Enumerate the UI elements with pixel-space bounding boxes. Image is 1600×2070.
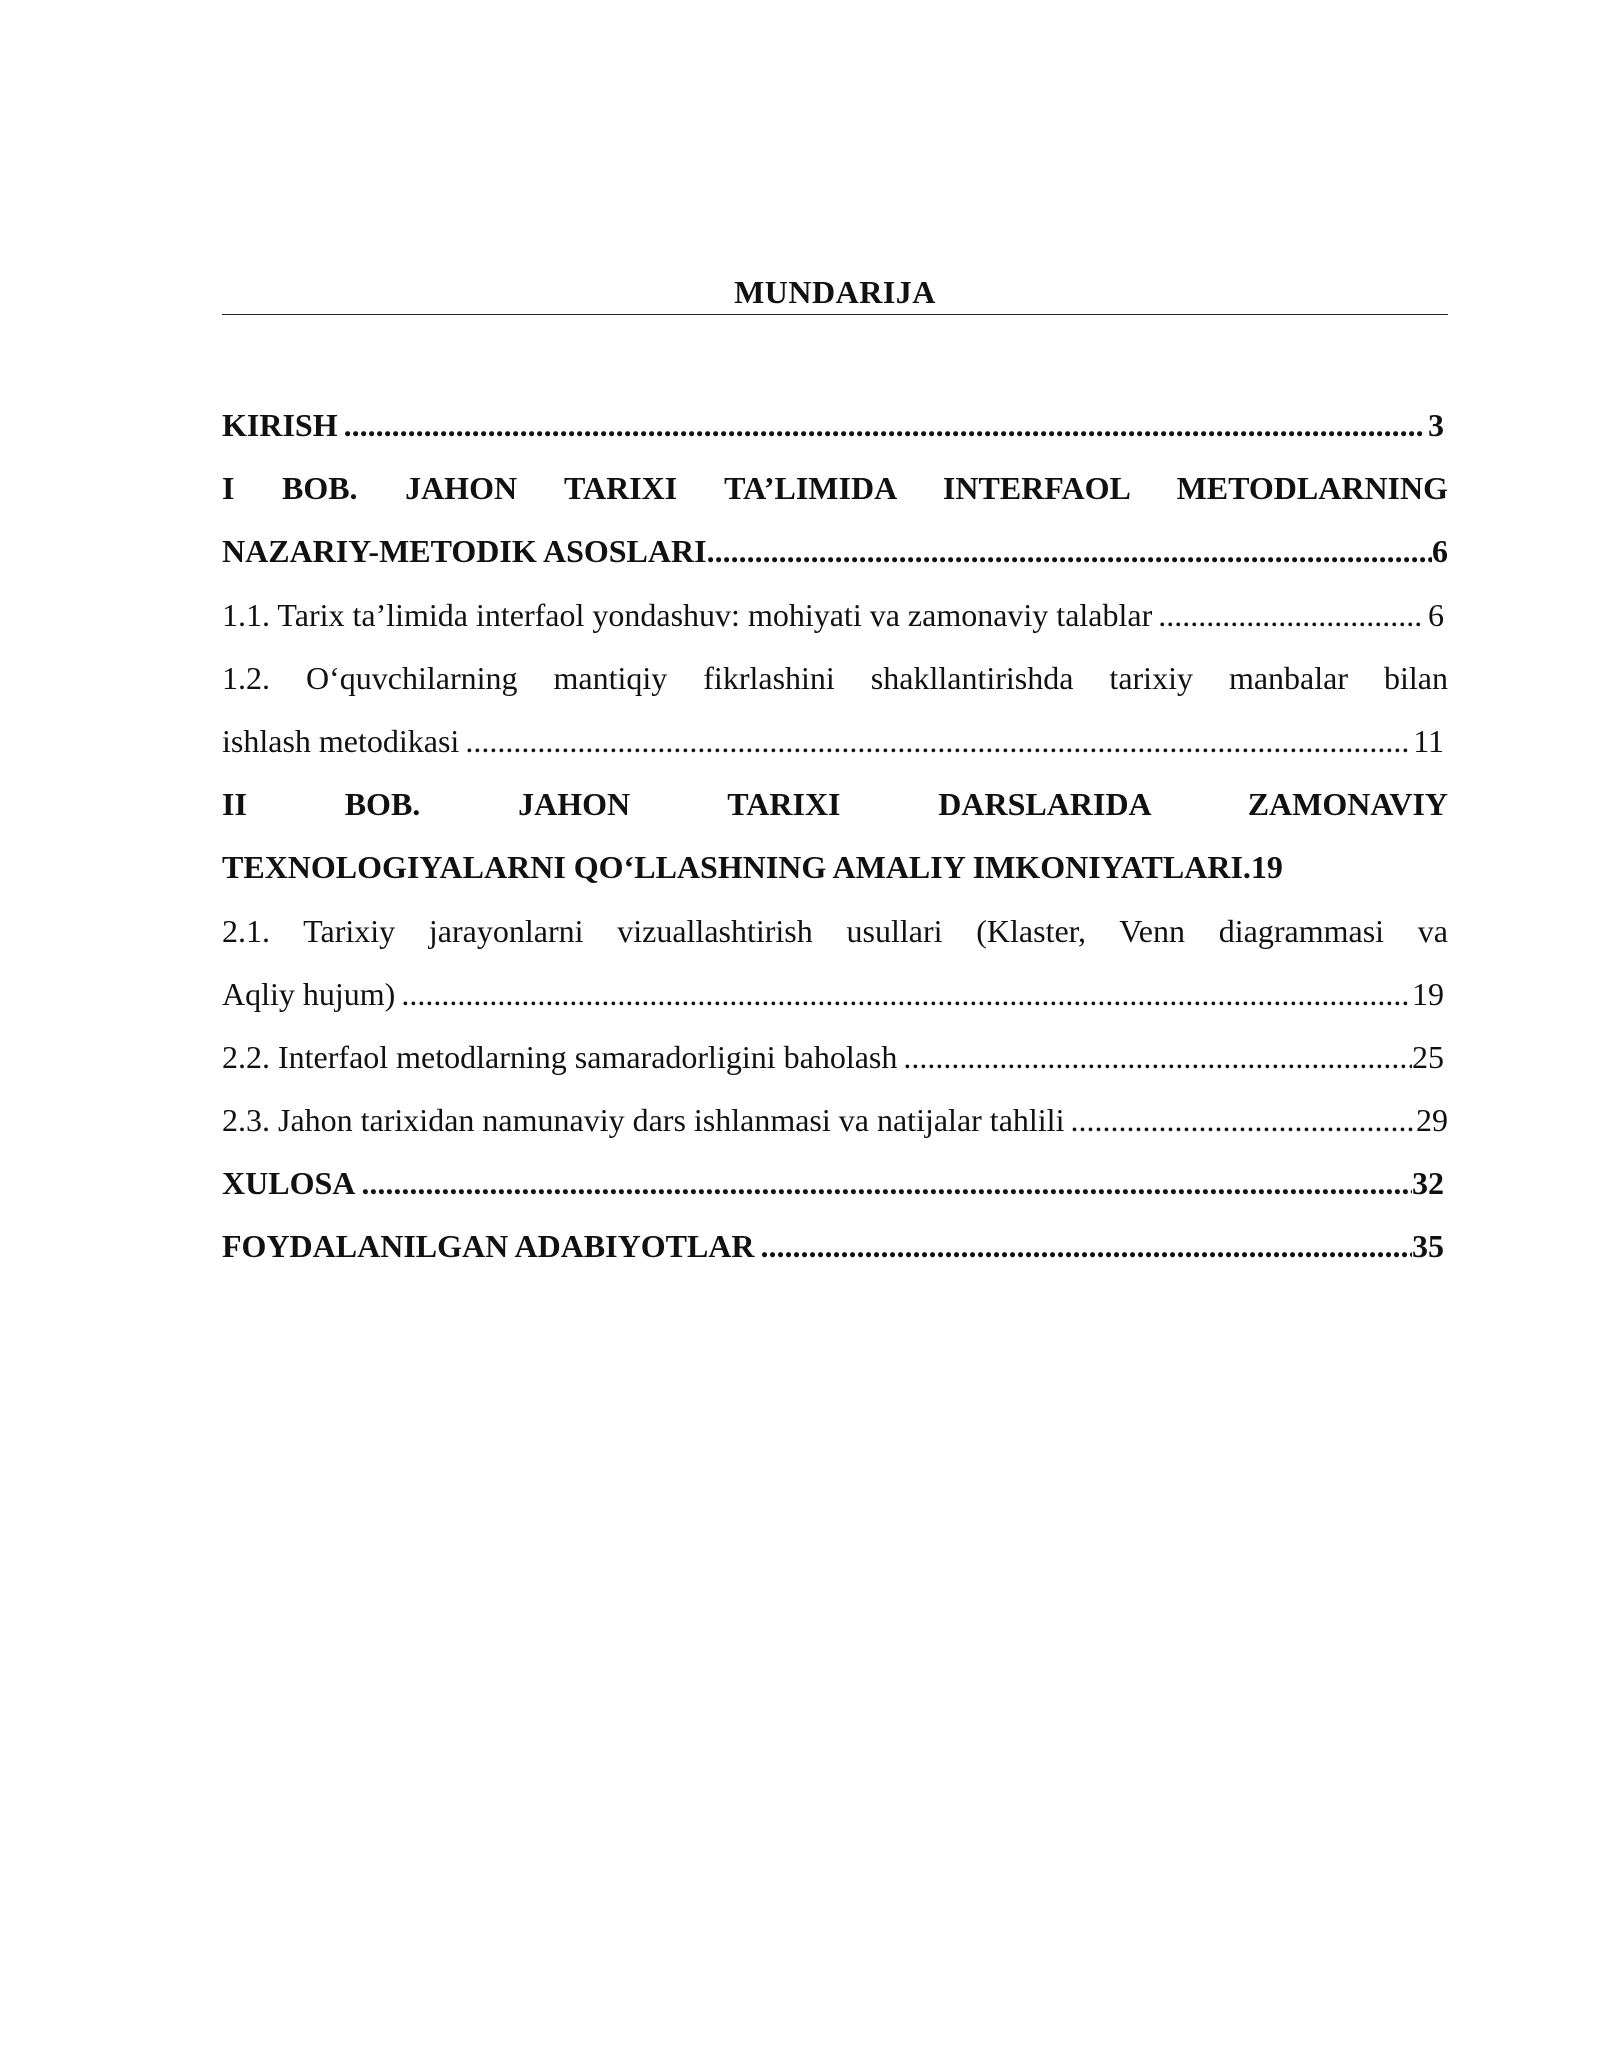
toc-label: XULOSA <box>222 1165 356 1202</box>
toc-entry-adabiyotlar[interactable] <box>222 1215 1448 1278</box>
dot-leader <box>344 394 1424 457</box>
toc-entry-xulosa[interactable] <box>222 1152 1448 1215</box>
toc-page-number: 6 <box>1432 533 1448 570</box>
dot-leader <box>401 963 1408 1026</box>
toc-entry-bob1-line2[interactable] <box>222 520 1448 583</box>
dot-leader <box>1070 1089 1416 1152</box>
toc-entry-1-2-line2[interactable] <box>222 710 1448 773</box>
page-title: MUNDARIJA <box>734 274 936 310</box>
toc-label: II BOB. JAHON TARIXI DARSLARIDA ZAMONAVIY <box>222 786 1448 823</box>
toc-label: I BOB. JAHON TARIXI TA’LIMIDA INTERFAOL METODLARNING <box>222 470 1448 507</box>
dot-leader <box>1158 584 1424 647</box>
toc-page-number: 3 <box>1428 407 1444 443</box>
toc-entry-2-2[interactable] <box>222 1026 1448 1089</box>
toc-page-number: 6 <box>1428 596 1444 633</box>
toc-entry-1-2-line1[interactable] <box>222 647 1448 710</box>
toc-page-number: 11 <box>1413 722 1444 759</box>
toc-label: 2.3. Jahon tarixidan namunaviy dars ishlanmasi va natijalar tahlili <box>222 1102 1065 1139</box>
toc-page-number: 25 <box>1412 1038 1444 1075</box>
toc-label: 2.1. Tarixiy jarayonlarni vizuallashtirish usullari (Klaster, Venn diagrammasi va <box>222 912 1448 949</box>
dot-leader <box>903 1026 1412 1089</box>
toc-entry-kirish[interactable] <box>222 394 1448 457</box>
dot-leader <box>707 520 1432 583</box>
toc-label: Aqliy hujum) <box>222 975 396 1012</box>
toc-entry-2-3[interactable] <box>222 1089 1448 1152</box>
toc-entry-bob2-line1[interactable] <box>222 773 1448 836</box>
toc-label: KIRISH <box>222 407 338 443</box>
toc-label: 1.2. O‘quvchilarning mantiqiy fikrlashini shakllantirishda tarixiy manbalar bilan <box>222 659 1448 696</box>
table-of-contents <box>222 394 1448 1279</box>
title-block <box>222 270 1448 315</box>
dot-leader <box>361 1152 1412 1215</box>
toc-entry-1-1[interactable] <box>222 584 1448 647</box>
toc-label: NAZARIY-METODIK ASOSLARI <box>222 533 707 570</box>
toc-label: TEXNOLOGIYALARNI QO‘LLASHNING AMALIY IMKONIYATLARI.19 <box>222 849 1283 886</box>
toc-entry-2-1-line1[interactable] <box>222 900 1448 963</box>
toc-label: 2.2. Interfaol metodlarning samaradorligini baholash <box>222 1038 898 1075</box>
toc-label: 1.1. Tarix ta’limida interfaol yondashuv: mohiyati va zamonaviy talablar <box>222 596 1153 633</box>
toc-entry-bob2-line2[interactable] <box>222 836 1448 899</box>
toc-label: FOYDALANILGAN ADABIYOTLAR <box>222 1228 755 1265</box>
toc-entry-2-1-line2[interactable] <box>222 963 1448 1026</box>
toc-page-number: 19 <box>1412 975 1444 1012</box>
toc-page-number: 32 <box>1412 1165 1444 1202</box>
dot-leader <box>761 1215 1413 1278</box>
toc-label: ishlash metodikasi <box>222 722 460 759</box>
toc-page-number: 29 <box>1416 1102 1448 1139</box>
toc-page-number: 35 <box>1412 1228 1444 1265</box>
toc-entry-bob1-line1[interactable] <box>222 457 1448 520</box>
dot-leader <box>465 710 1409 773</box>
